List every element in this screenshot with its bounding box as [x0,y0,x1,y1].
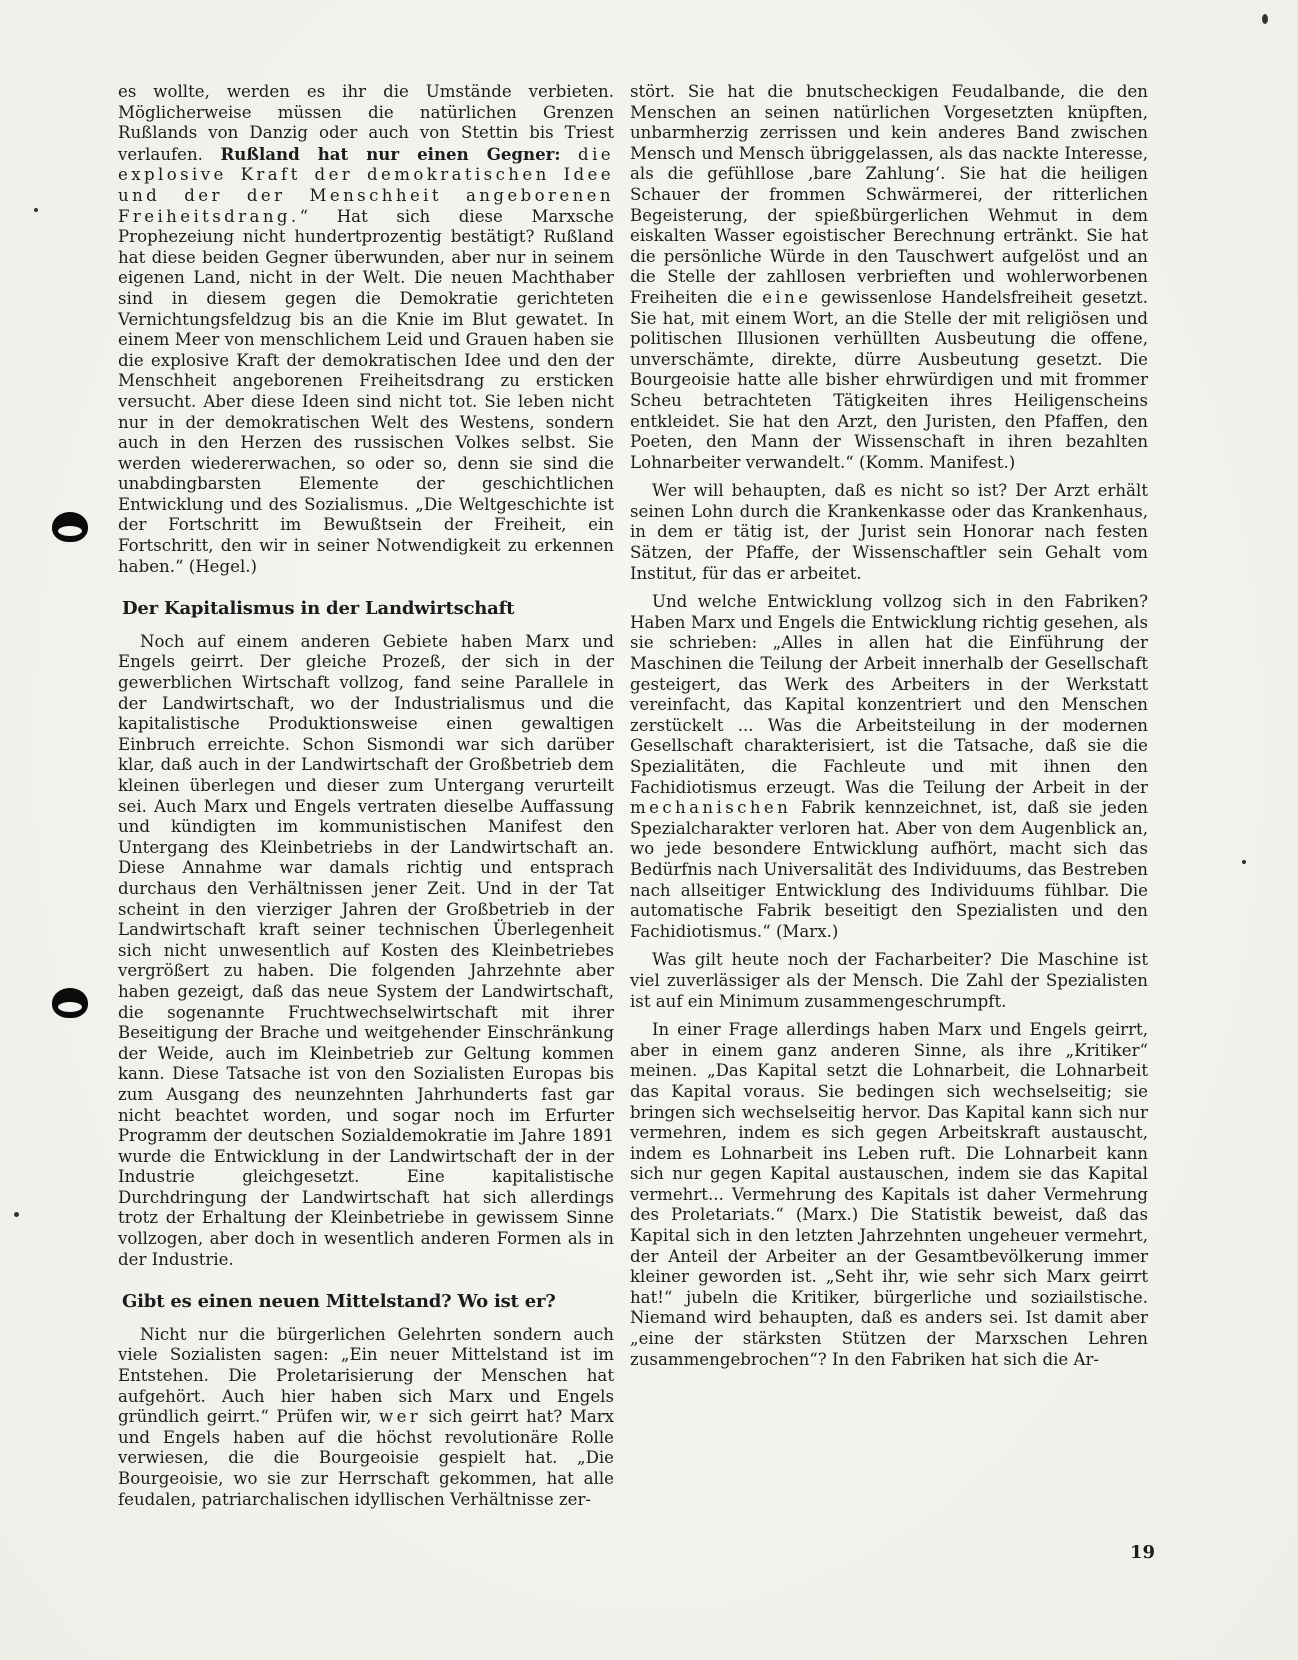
spaced-text: eine [762,287,812,307]
scan-speck [14,1212,19,1217]
spaced-text: die explosive Kraft der demokratischen Idee und der der Menschheit angeborenen Freiheitsdrang. [118,144,614,226]
right-paragraph-3 [630,592,1148,942]
text-run: gewissenlose Handelsfreiheit gesetzt. Sie hat, mit einem Wort, an die Stelle der mit religiösen und politischen Illusionen verhüllten Ausbeutung die offene, unverschämte, direkte, dürre Ausbeutung gesetzt. Die Bourgeoisie hatte alle bisher ehrwürdigen und mit frommer Scheu betrachteten Tätigkeiten ihres Heiligenscheins entkleidet. Sie hat den Arzt, den Juristen, den Pfaffen, den Poeten, den Mann der Wissenschaft in ihren bezahlten Lohnarbeiter verwandelt.“ (Komm. Manifest.) [630,287,1148,472]
section-heading-middle-class: Gibt es einen neuen Mittelstand? Wo ist er? [122,1291,556,1313]
text-run: sich geirrt hat? Marx und Engels haben auf die höchst revolutionäre Rolle verwiesen, die die Bourgeoisie gespielt hat. „Die Bourgeoisie, wo sie zur Herrschaft gekommen, hat alle feudalen, patriarchalischen idyllischen Verhältnisse zer- [118,1407,615,1509]
section-heading-agriculture: Der Kapitalismus in der Landwirtschaft [122,598,515,620]
punch-hole [52,512,88,542]
bold-text: Rußland hat nur einen Gegner: [220,143,561,164]
scan-speck [1262,14,1268,24]
page-number: 19 [1130,1542,1156,1563]
left-column [118,82,614,1518]
right-paragraph-1 [630,82,1148,473]
spaced-text: mechanischen [630,798,792,818]
right-column [630,82,1148,1378]
punch-hole [52,988,88,1018]
scan-speck [1242,860,1246,864]
text-run: Nicht nur die bürgerlichen Gelehrten sondern auch viele Sozialisten sagen: „Ein neuer Mittelstand ist im Entstehen. Die Proletarisierung der Menschen hat aufgehört. Auch hier haben sich Marx und Engels gründlich geirrt.“ Prüfen wir, [118,1324,614,1427]
right-paragraph-4: Was gilt heute noch der Facharbeiter? Die Maschine ist viel zuverlässiger als der Mensch. Die Zahl der Spezialisten ist auf ein Minimum zusammengeschrumpft. [630,950,1148,1011]
spaced-text: wer [378,1407,422,1427]
text-run: Und welche Entwicklung vollzog sich in den Fabriken? Haben Marx und Engels die Entwicklung richtig gesehen, als sie schrieben: „Alles in allen hat die Einführung der Maschinen die Teilung der Arbeit innerhalb der Gesellschaft gesteigert, das Werk des Arbeiters in der Werkstatt vereinfacht, das Kapital konzentriert und den Menschen zerstückelt ... Was die Arbeitsteilung in der modernen Gesellschaft charakterisiert, ist die Tatsache, daß sie die Spezialitäten, die Fachleute und mit ihnen den Fachidiotismus erzeugt. Was die Teilung der Arbeit in der [630,592,1148,797]
left-paragraph-1 [118,82,614,577]
text-run: Fabrik kennzeichnet, ist, daß sie jeden Spezialcharakter verloren hat. Aber von dem Augenblick an, wo jede besondere Entwicklung aufhört, macht sich das Bedürfnis nach Universalität des Individuums, das Bestreben nach allseitiger Entwicklung des Individuums fühlbar. Die automatische Fabrik beseitigt den Spezialisten und den Fachidiotismus.“ (Marx.) [630,798,1148,941]
left-paragraph-3 [118,1325,614,1510]
right-paragraph-2: Wer will behaupten, daß es nicht so ist? Der Arzt erhält seinen Lohn durch die Krankenkasse oder das Krankenhaus, in dem er tätig ist, der Jurist sein Honorar nach festen Sätzen, der Pfaffe, der Wissenschaftler sein Gehalt vom Institut, für das er arbeitet. [630,481,1148,583]
right-paragraph-5: In einer Frage allerdings haben Marx und Engels geirrt, aber in einem ganz anderen Sinne, als ihre „Kritiker“ meinen. „Das Kapital setzt die Lohnarbeit, die Lohnarbeit das Kapital voraus. Sie bedingen sich wechselseitig; sie bringen sich wechselseitig hervor. Das Kapital kann sich nur vermehren, indem es sich gegen Arbeitskraft austauscht, indem es Lohnarbeit ins Leben ruft. Die Lohnarbeit kann sich nur gegen Kapital austauschen, indem sie das Kapital vermehrt... Vermehrung des Kapitals ist daher Vermehrung des Proletariats.“ (Marx.) Die Statistik beweist, daß das Kapital sich in den letzten Jahrzehnten ungeheuer vermehrt, der Anteil der Arbeiter an der Gesamtbevölkerung immer kleiner geworden ist. „Seht ihr, wie sehr sich Marx geirrt hat!“ jubeln die Kritiker, bürgerliche und soziailstische. Niemand wird behaupten, daß es anders sei. Ist damit aber „eine der stärksten Stützen der Marxschen Lehren zusammengebrochen“? In den Fabriken hat sich die Ar- [630,1020,1148,1369]
text-run: “ Hat sich diese Marxsche Prophezeiung nicht hundertprozentig bestätigt? Rußland hat diese beiden Gegner überwunden, aber nur in seinem eigenen Land, nicht in der Welt. Die neuen Machthaber sind in diesem gegen die Demokratie gerichteten Vernichtungsfeldzug bis an die Knie im Blut gewatet. In einem Meer von menschlichem Leid und Grauen haben sie die explosive Kraft der demokratischen Idee und den der Menschheit angeborenen Freiheitsdrang zu ersticken versucht. Aber diese Ideen sind nicht tot. Sie leben nicht nur in der demokratischen Welt des Westens, sondern auch in den Herzen des russischen Volkes selbst. Sie werden wiedererwachen, so oder so, denn sie sind die unabdingbarsten Elemente der geschichtlichen Entwicklung und des Sozialismus. „Die Weltgeschichte ist der Fortschritt im Bewußtsein der Freiheit, ein Fortschritt, den wir in seiner Notwendigkeit zu erkennen haben.“ (Hegel.) [118,206,614,576]
left-paragraph-2: Noch auf einem anderen Gebiete haben Marx und Engels geirrt. Der gleiche Prozeß, der sich in der gewerblichen Wirtschaft vollzog, fand seine Parallele in der Landwirtschaft, wo der Industrialismus und die kapitalistische Produktionsweise einen gewaltigen Einbruch erreichte. Schon Sismondi war sich darüber klar, daß auch in der Landwirtschaft der Großbetrieb dem kleinen überlegen und dieser zum Untergang verurteilt sei. Auch Marx und Engels vertraten dieselbe Auffassung und kündigten im kommunistischen Manifest den Untergang des Kleinbetriebs in der Landwirtschaft an. Diese Annahme war damals richtig und entsprach durchaus den Verhältnissen jener Zeit. Und in der Tat scheint in den vierziger Jahren der Großbetrieb in der Landwirtschaft kraft seiner technischen Überlegenheit sich nicht unwesentlich auf Kosten des Kleinbetriebes vergrößert zu haben. Die folgenden Jahrzehnte aber haben gezeigt, daß das neue System der Landwirtschaft, die sogenannte Fruchtwechselwirtschaft mit ihrer Beseitigung der Brache und weitgehender Einschränkung der Weide, auch im Kleinbetrieb zur Geltung kommen kann. Diese Tatsache ist von den Sozialisten Europas bis zum Ausgang des neunzehnten Jahrhunderts fast gar nicht beachtet worden, und sogar noch im Erfurter Programm der deutschen Sozialdemokratie im Jahre 1891 wurde die Entwicklung in der Landwirtschaft der in der Industrie gleichgesetzt. Eine kapitalistische Durchdringung der Landwirtschaft hat sich allerdings trotz der Erhaltung der Kleinbetriebe in gewissem Sinne vollzogen, aber doch in wesentlich anderen Formen als in der Industrie. [118,631,614,1269]
text-run: es wollte, werden es ihr die Umstände verbieten. Möglicherweise müssen die natürlichen Grenzen Rußlands von Danzig oder auch von Stettin bis Triest verlaufen. [118,82,614,164]
scan-speck [34,208,38,212]
text-run: stört. Sie hat die bnutscheckigen Feudalbande, die den Menschen an seinen natürlichen Vorgesetzten knüpften, unbarmherzig zerrissen und kein anderes Band zwischen Mensch und Mensch übriggelassen, als das nackte Interesse, als die gefühllose ‚bare Zahlung‘. Sie hat die heiligen Schauer der frommen Schwärmerei, der ritterlichen Begeisterung, der spießbürgerlichen Wehmut in dem eiskalten Wasser egoistischer Berechnung ertränkt. Sie hat die persönliche Würde in den Tauschwert aufgelöst und an die Stelle der zahllosen verbrieften und wohlerworbenen Freiheiten die [630,82,1148,307]
